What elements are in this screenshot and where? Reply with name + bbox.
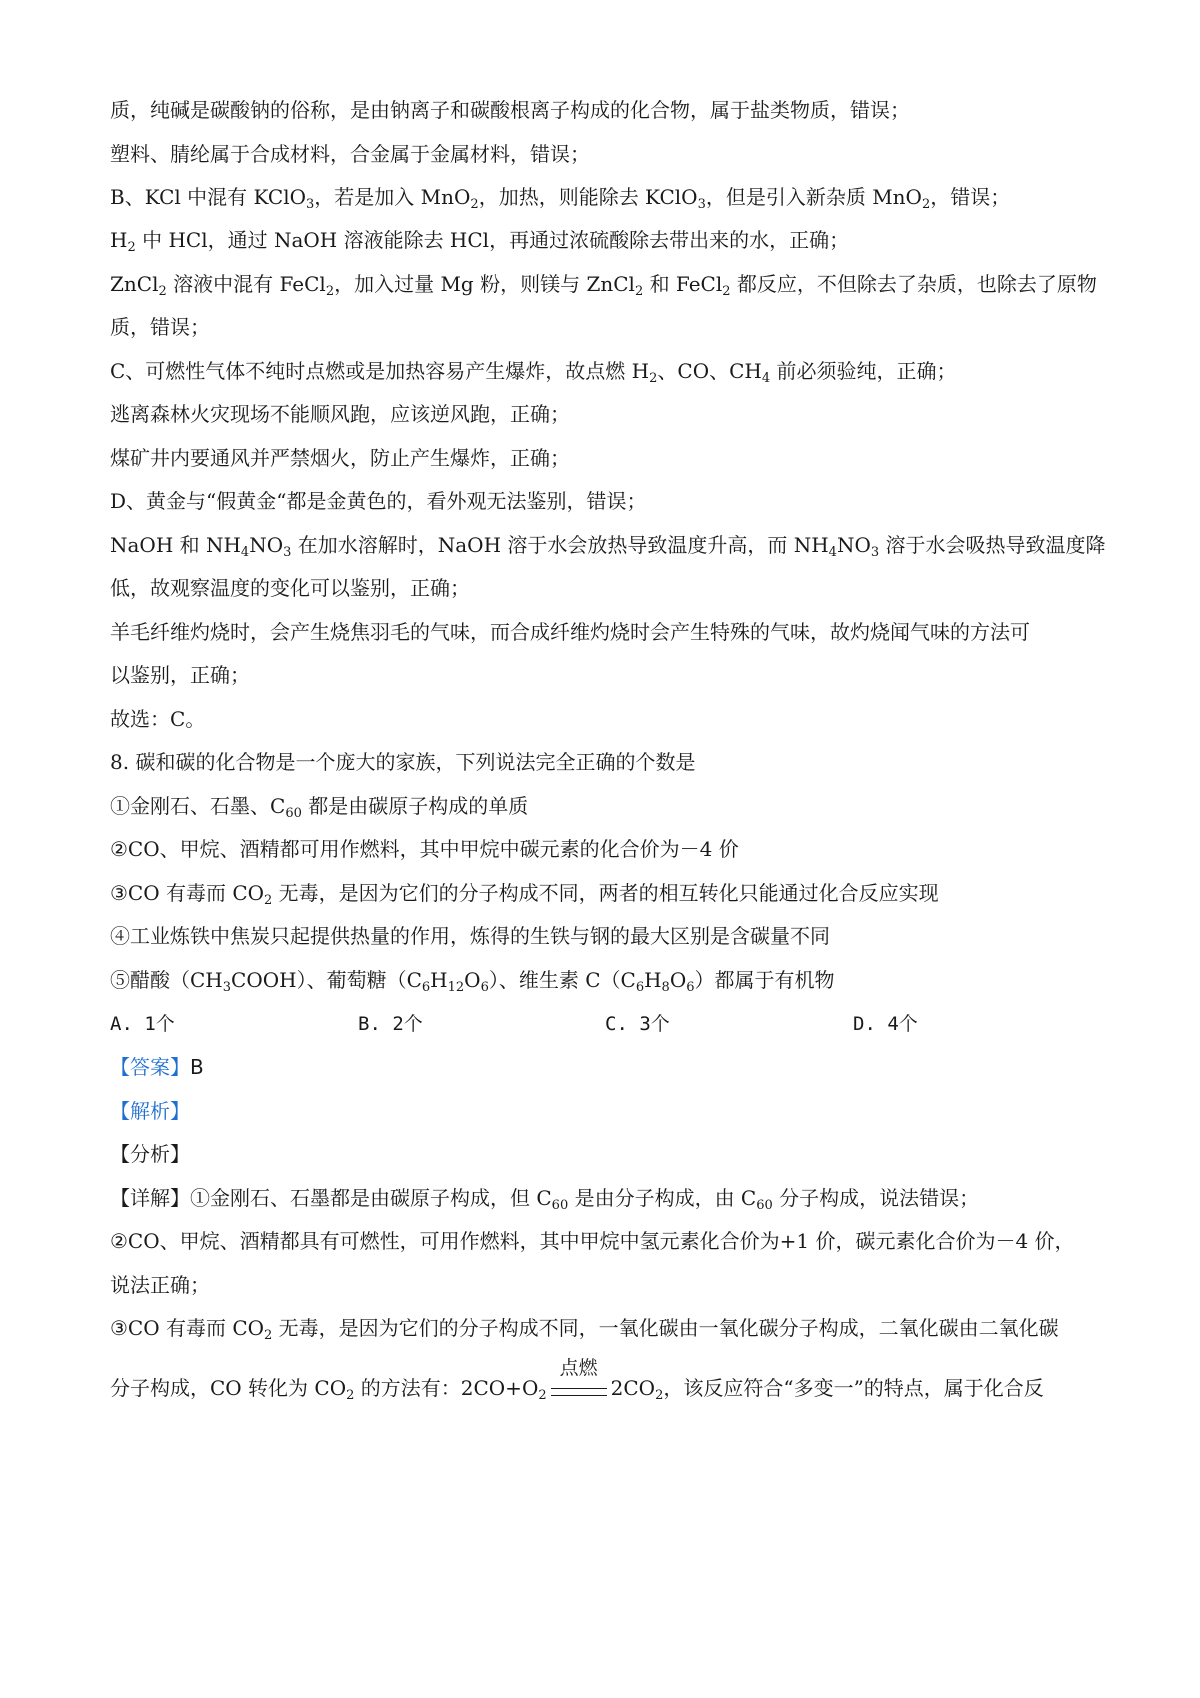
text-line: B、KCl 中混有 KClO$_3$，若是加入 MnO$_2$，加热，则能除去 KClO$_3$，但是引入新杂质 MnO$_2$，错误；	[110, 185, 1011, 212]
text-line: 低，故观察温度的变化可以鉴别，正确；	[110, 576, 470, 600]
detail-line: 【详解】①金刚石、石墨都是由碳原子构成，但 $C_{60}$ 是由分子构成，由 $C_{60}$ 分子构成，说法错误；	[110, 1186, 980, 1213]
text-line: 故选：C。	[110, 707, 206, 731]
text-line: ZnCl$_2$ 溶液中混有 FeCl$_2$，加入过量 Mg 粉，则镁与 ZnCl$_2$ 和 FeCl$_2$ 都反应，不但除去了杂质，也除去了原物	[110, 272, 1097, 299]
question-8-stem: 8. 碳和碳的化合物是一个庞大的家族，下列说法完全正确的个数是	[110, 750, 696, 774]
text-line: D、黄金与“假黄金“都是金黄色的，看外观无法鉴别，错误；	[110, 489, 647, 513]
statement-4: ④工业炼铁中焦炭只起提供热量的作用，炼得的生铁与钢的最大区别是含碳量不同	[110, 924, 830, 948]
answer-tag: 【答案】	[110, 1055, 190, 1079]
statement-2: ②CO、甲烷、酒精都可用作燃料，其中甲烷中碳元素的化合价为－4 价	[110, 837, 739, 861]
text-line: 塑料、腈纶属于合成材料，合金属于金属材料，错误；	[110, 142, 590, 166]
option-d: D. 4个	[853, 1013, 918, 1035]
text-line: 质，错误；	[110, 315, 210, 339]
answer-line	[110, 1053, 204, 1081]
text-line: 逃离森林火灾现场不能顺风跑，应该逆风跑，正确；	[110, 402, 570, 426]
option-b: B. 2个	[358, 1013, 423, 1035]
text-line: 羊毛纤维灼烧时，会产生烧焦羽毛的气味，而合成纤维灼烧时会产生特殊的气味，故灼烧闻气味的方法可	[110, 620, 1030, 644]
detail-line: ③CO 有毒而 $CO_2$ 无毒，是因为它们的分子构成不同，一氧化碳由一氧化碳分子构成，二氧化碳由二氧化碳	[110, 1316, 1059, 1343]
statement-5: ⑤醋酸$(CH_3COOH)$、葡萄糖$(C_6H_{12}O_6)$、维生素 $C(C_6H_8O_6)$都属于有机物	[110, 968, 835, 995]
detail-line: 说法正确；	[110, 1273, 210, 1297]
text-line: 以鉴别，正确；	[110, 663, 250, 687]
answer-value: B	[190, 1055, 204, 1079]
fenxi-tag: 【分析】	[110, 1142, 190, 1166]
detail-line: ②CO、甲烷、酒精都具有可燃性，可用作燃料，其中甲烷中氢元素化合价为+1 价，碳元素化合价为－4 价，	[110, 1229, 1075, 1253]
reaction-condition: 点燃	[549, 1376, 609, 1404]
text-line: 质，纯碱是碳酸钠的俗称，是由钠离子和碳酸根离子构成的化合物，属于盐类物质，错误；	[110, 98, 910, 122]
statement-1: ①金刚石、石墨、$C_{60}$ 都是由碳原子构成的单质	[110, 794, 529, 821]
text-line: $H_2$ 中 HCl，通过 NaOH 溶液能除去 HCl，再通过浓硫酸除去带出来的水，正确；	[110, 228, 850, 255]
statement-3: ③CO 有毒而 $CO_2$ 无毒，是因为它们的分子构成不同，两者的相互转化只能通过化合反应实现	[110, 881, 939, 908]
detail-line-equation: 分子构成，CO 转化为 $CO_2$ 的方法有：$2CO+O_2$ 点燃 $2CO_2$，该反应符合“多变一”的特点，属于化合反	[110, 1356, 1044, 1403]
text-line: NaOH 和 $NH_4NO_3$ 在加水溶解时，NaOH 溶于水会放热导致温度升高，而 $NH_4NO_3$ 溶于水会吸热导致温度降	[110, 533, 1106, 560]
analysis-tag: 【解析】	[110, 1099, 190, 1123]
text-line: C、可燃性气体不纯时点燃或是加热容易产生爆炸，故点燃 $H_2$、CO、$CH_4$ 前必须验纯，正确；	[110, 359, 957, 386]
option-a: A. 1个	[110, 1013, 175, 1035]
option-c: C. 3个	[605, 1013, 670, 1035]
text-line: 煤矿井内要通风并严禁烟火，防止产生爆炸，正确；	[110, 446, 570, 470]
